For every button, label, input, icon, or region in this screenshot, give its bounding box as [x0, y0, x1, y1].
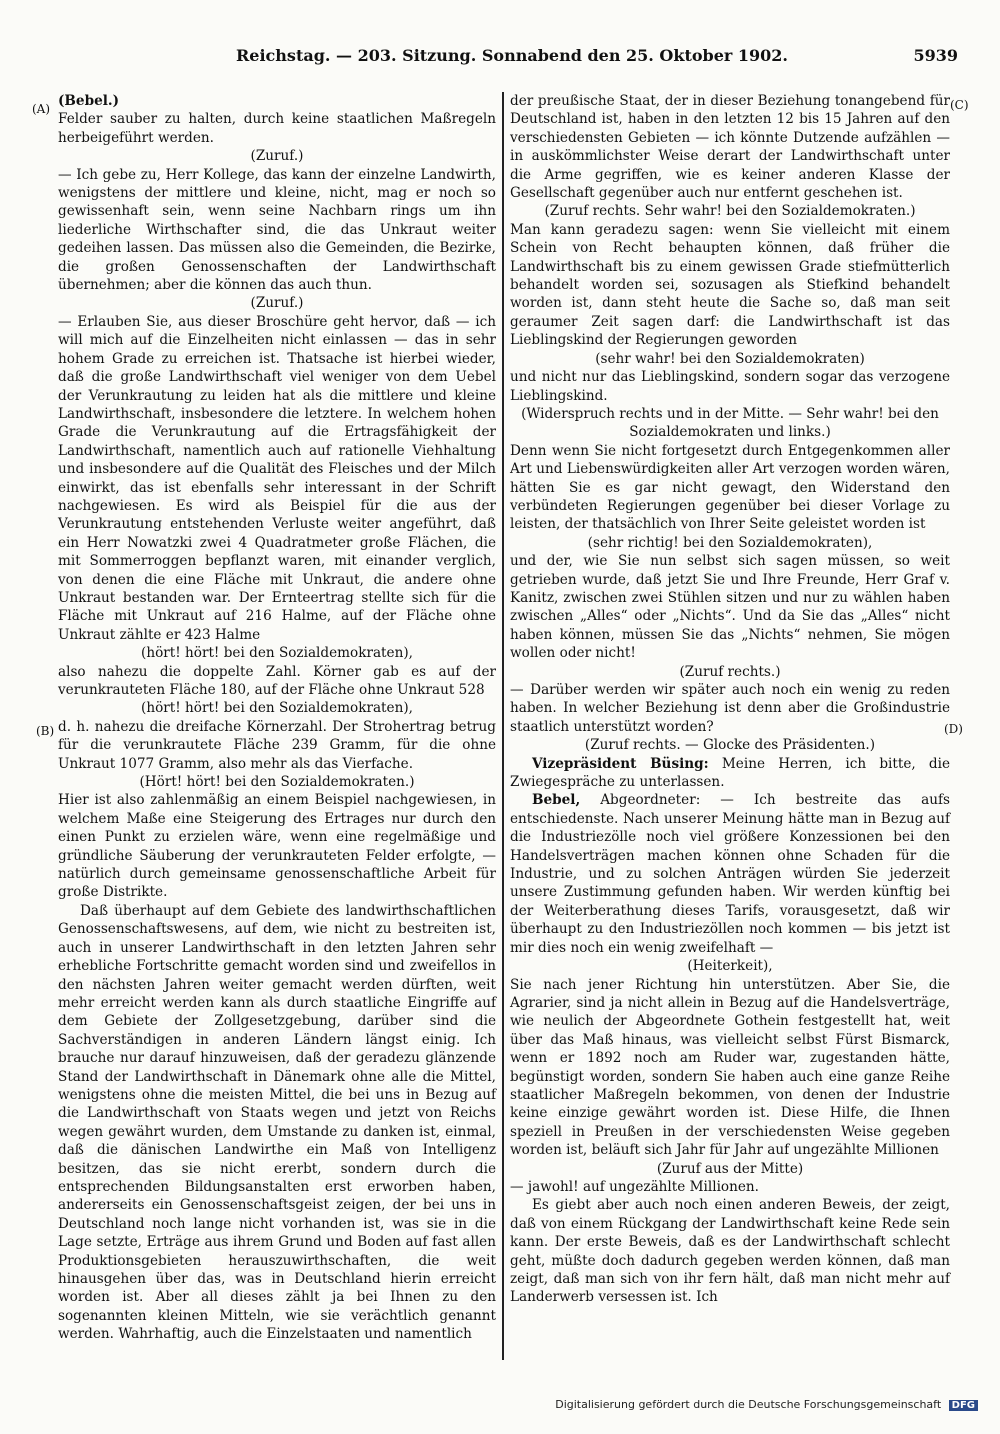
paragraph: also nahezu die doppelte Zahl. Körner gab es auf der verunkrauteten Fläche 180, auf der Fläche ohne Unkraut 528: [58, 663, 496, 698]
digitization-footer: [555, 1398, 978, 1411]
page-number: 5939: [913, 46, 958, 65]
paragraph: Hier ist also zahlenmäßig an einem Beispiel nachgewiesen, in welchem Maße eine Steigerung des Ertrages nur durch den einen Punkt zu erzielen wäre, wenn eine regelmäßige und gründliche Säuberung der verunkrauteten Felder erfolgte, — natürlich durch gemeinsame genossenschaftliche Arbeit für große Distrikte.: [58, 792, 496, 901]
margin-marker-d: (D): [944, 722, 963, 736]
paragraph: Denn wenn Sie nicht fortgesetzt durch Entgegenkommen aller Art und Liebenswürdigkeiten aller Art verzogen worden wären, hätten Sie es gar nicht gewagt, den Widerstand den verbündeten Regierungen gegenüber bei dieser Vorlage zu leisten, der thatsächlich von Ihrer Seite geleistet worden ist: [510, 442, 950, 533]
interjection: (Zuruf aus der Mitte): [656, 1160, 804, 1177]
paragraph: Felder sauber zu halten, durch keine staatlichen Maßregeln herbeigeführt werden.: [58, 111, 496, 146]
interjection: (Widerspruch rechts und in der Mitte. — Sehr wahr! bei den Sozialdemokraten und links.): [521, 405, 939, 441]
interjection: (sehr wahr! bei den Sozialdemokraten): [595, 350, 865, 367]
speaker-label: (Bebel.): [58, 93, 120, 109]
interjection: (Zuruf rechts.): [679, 663, 781, 680]
paragraph: d. h. nahezu die dreifache Körnerzahl. Der Strohertrag betrug für die verunkrautete Fläche 239 Gramm, für die ohne Unkraut 1077 Gramm, also mehr als das Vierfache.: [58, 718, 496, 772]
paragraph: Daß überhaupt auf dem Gebiete des landwirthschaftlichen Genossenschaftswesens, auf dem, wie nicht zu bestreiten ist, auch in unserer Landwirthschaft in den letzten Jahren sehr erhebliche Fortschritte gemacht worden sind und zweifellos in den nächsten Jahren weiter gemacht werden dürften, weit mehr erreicht werden kann als durch staatliche Eingriffe auf dem Gebiete der Zollgesetzgebung, darüber sind die Sachverständigen in anderen Ländern längst einig. Ich brauche nur darauf hinzuweisen, daß der geradezu glänzende Stand der Landwirthschaft in Dänemark ohne alle die Mittel, wenigstens ohne die meisten Mittel, die bei uns in Bezug auf die Landwirthschaft von Staats wegen und jetzt von Reichs wegen gewährt wurden, dem Umstande zu danken ist, einmal, daß die dänischen Landwirthe ein Maß von Intelligenz besitzen, das sie nicht ererbt, sondern durch die entsprechenden Bildungsanstalten erst erworben haben, andererseits ein Genossenschaftsgeist zeigen, der bei uns in Deutschland noch lange nicht vorhanden ist, was sie in die Lage setzte, Erträge aus ihrem Grund und Boden auf fast allen Produktionsgebieten herauszuwirthschaften, die weit hinausgehen über das, was in Deutschland hierin erreicht worden ist. Aber all dieses zählt ja bei Ihnen zu den sogenannten kleinen Mitteln, wie sie verächtlich genannt werden. Wahrhaftig, auch die Einzelstaaten und namentlich: [58, 902, 496, 1343]
footer-text: Digitalisierung gefördert durch die Deutsche Forschungsgemeinschaft: [555, 1398, 942, 1411]
speech-text: Meine Herren, ich bitte, die Zwiegespräche zu unterlassen.: [510, 755, 950, 791]
paragraph: Es giebt aber auch noch einen anderen Beweis, der zeigt, daß von einem Rückgang der Landwirthschaft keine Rede sein kann. Der erste Beweis, daß es der Landwirthschaft schlecht geht, müßte doch dadurch gegeben werden können, daß man zeigt, daß man sich von ihr fern hält, daß man nicht mehr auf Landerwerb versessen ist. Ich: [510, 1197, 950, 1306]
left-column: [58, 92, 496, 1344]
dfg-logo: DFG: [949, 1400, 978, 1411]
running-title: Reichstag. — 203. Sitzung. Sonnabend den 25. Oktober 1902.: [236, 46, 788, 65]
interjection: (Zuruf.): [250, 148, 304, 165]
margin-marker-c: (C): [950, 98, 969, 112]
interjection: (hört! hört! bei den Sozialdemokraten),: [141, 645, 413, 662]
paragraph: und der, wie Sie nun selbst sich sagen müssen, so weit getrieben wurde, daß jetzt Sie und Ihre Freunde, Herr Graf v. Kanitz, zwischen zwei Stühlen sitzen und nur zu wählen haben zwischen „Alles“ oder „Nichts“. Und da Sie das „Alles“ nicht haben können, müssen Sie das „Nichts“ nehmen, Sie mögen wollen oder nicht!: [510, 553, 950, 662]
interjection: (Zuruf.): [250, 295, 304, 312]
paragraph: [510, 791, 950, 957]
paragraph: — Erlauben Sie, aus dieser Broschüre geht hervor, daß — ich will mich auf die Einzelheiten nicht einlassen — das in sehr hohem Grade zu erreichen ist. Thatsache ist hierbei wieder, daß die große Landwirthschaft viel weniger von dem Uebel der Verunkrautung zu leiden hat als die mittlere und kleine Landwirthschaft, insbesondere die letztere. In welchem hohen Grade die Verunkrautung auf die Ertragsfähigkeit der Landwirthschaft, namentlich auch auf rationelle Viehhaltung und insbesondere auf die Qualität des Fleisches und der Milch einwirkt, das ist ebenfalls sehr interessant in der Schrift nachgewiesen. Es wird als Beispiel für die aus der Verunkrautung entstehenden Verluste weiter angeführt, daß ein Herr Nowatzki zwei 4 Quadratmeter große Flächen, die mit Sommerroggen bepflanzt waren, mit einander verglich, von denen die eine Fläche mit Unkraut, die andere ohne Unkraut bestanden war. Der Ernteertrag stellte sich für die Fläche mit Unkraut auf 216 Halme, auf der Fläche ohne Unkraut zählte er 423 Halme: [58, 313, 496, 643]
interjection: (Zuruf rechts. Sehr wahr! bei den Sozialdemokraten.): [544, 203, 916, 220]
paragraph: — Ich gebe zu, Herr Kollege, das kann der einzelne Landwirth, wenigstens der mittlere und kleine, nicht, mag er noch so gewissenhaft sein, wenn seine Nachbarn rings um ihn liederliche Wirthschafter sind, die das Unkraut weiter gedeihen lassen. Das müssen also die Gemeinden, die Bezirke, die großen Genossenschaften der Landwirthschaft übernehmen; aber die können das auch thun.: [58, 166, 496, 294]
interjection: (Zuruf rechts. — Glocke des Präsidenten.): [584, 737, 876, 754]
paragraph: Sie nach jener Richtung hin unterstützen. Aber Sie, die Agrarier, sind ja nicht allein in Bezug auf die Handelsverträge, wie neulich der Abgeordnete Gothein festgestellt hat, weit über das Maß hinaus, was vielleicht selbst Fürst Bismarck, wenn er 1892 noch am Ruder war, zugestanden hätte, begünstigt worden, sondern Sie haben auch eine ganze Reihe staatlicher Maßregeln bekommen, von denen der Industrie keine einzige gewährt worden ist. Diese Hilfe, die Ihnen speziell in Preußen in der verschiedensten Weise gegeben worden ist, beläuft sich Jahr für Jahr auf ungezählte Millionen: [510, 976, 950, 1159]
column-divider: [502, 92, 504, 1360]
margin-marker-a: (A): [32, 102, 51, 116]
paragraph: — Darüber werden wir später auch noch ein wenig zu reden haben. In welcher Beziehung ist denn aber die Großindustrie staatlich unterstützt worden?: [510, 682, 950, 735]
margin-marker-b: (B): [36, 724, 55, 738]
paragraph: und nicht nur das Lieblingskind, sondern sogar das verzogene Lieblingskind.: [510, 369, 950, 404]
speaker-label: Bebel,: [532, 792, 581, 809]
paragraph: — jawohl! auf ungezählte Millionen.: [510, 1178, 759, 1195]
paragraph: der preußische Staat, der in dieser Beziehung tonangebend für Deutschland ist, haben in den letzten 12 bis 15 Jahren auf den verschiedensten Gebieten — ich könnte Dutzende aufzählen — in auskömmlichster Weise derart der Landwirthschaft unter die Arme gegriffen, wie es keiner anderen Klasse der Gesellschaft gegenüber auch nur entfernt geschehen ist.: [510, 93, 950, 202]
speaker-label: Vizepräsident Büsing:: [532, 755, 709, 772]
paragraph: Man kann geradezu sagen: wenn Sie vielleicht mit einem Schein von Recht behaupten können, daß früher die Landwirthschaft bis zu einem gewissen Grade stiefmütterlich behandelt worden sei, sozusagen als Stiefkind behandelt worden ist, dann steht heute die Sache so, daß man seit geraumer Zeit sagen darf: die Landwirthschaft ist das Lieblingskind der Regierungen geworden: [510, 221, 950, 349]
speech-text: Abgeordneter: — Ich bestreite das aufs entschiedenste. Nach unserer Meinung hätte man in Bezug auf die Industriezölle noch viel größere Konzessionen bei den Handelsverträgen machen können ohne Schaden für die Industrie, und zu solchen Anträgen würden Sie jederzeit unsere Zustimmung gefunden haben. Wir werden künftig bei der Weiterberathung dieses Tarifs, vorausgesetzt, daß wir überhaupt zu den Industriezöllen noch kommen — bis jetzt ist mir dies noch ein wenig zweifelhaft —: [510, 792, 950, 956]
interjection: (sehr richtig! bei den Sozialdemokraten),: [587, 534, 873, 551]
interjection: (Hört! hört! bei den Sozialdemokraten.): [139, 774, 415, 791]
interjection: (Heiterkeit),: [687, 958, 773, 975]
page-header: [58, 44, 958, 70]
paragraph: [510, 755, 950, 792]
right-column: [510, 92, 950, 1307]
interjection: (hört! hört! bei den Sozialdemokraten),: [141, 700, 413, 717]
